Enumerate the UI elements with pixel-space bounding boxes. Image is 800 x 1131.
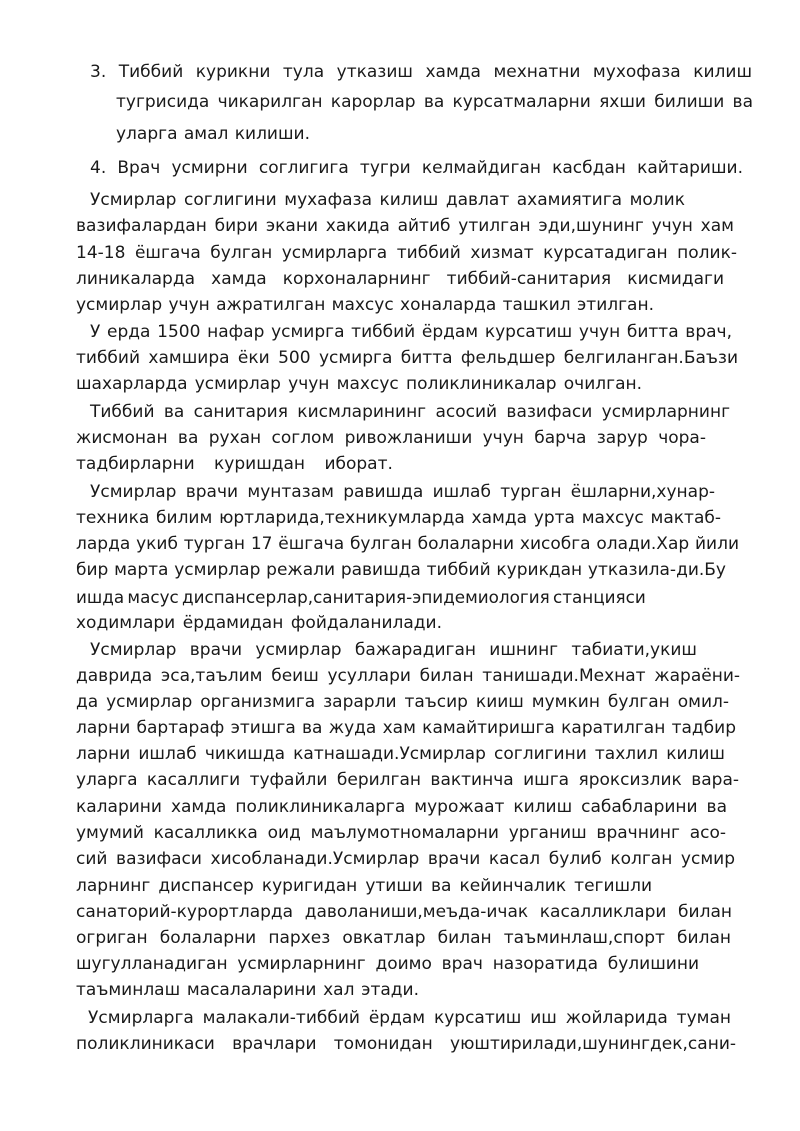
text-line: санаторий-курортларда даволаниши,меъда-ичак касалликлари билан xyxy=(76,902,732,922)
text-line: Усмирларга малакали-тиббий ёрдам курсатиш иш жойларида туман xyxy=(88,1008,731,1028)
text-line: ларда укиб турган 17 ёшгача булган болаларни хисобга олади.Хар йили xyxy=(76,534,739,554)
text-line: 14-18 ёшгача булган усмирларга тиббий хизмат курсатадиган полик- xyxy=(76,243,737,263)
text-line: ларни ишлаб чикишда катнашади.Усмирлар соглигини тахлил килиш xyxy=(76,744,725,764)
text-line: поликлиникаси врачлари томонидан уюштирилади,шунингдек,сани- xyxy=(76,1034,736,1054)
text-line: тадбирларни куришдан иборат. xyxy=(76,454,393,474)
text-line: сий вазифаси хисобланади.Усмирлар врачи касал булиб колган усмир xyxy=(76,849,735,869)
text-line: вазифалардан бири экани хакида айтиб утилган эди,шунинг учун хам xyxy=(76,216,734,236)
text-line: ишда масус диспансерлар,санитария-эпидемиология станцияси xyxy=(76,587,646,607)
text-line: ходимлари ёрдамидан фойдаланилади. xyxy=(76,613,442,633)
text-line: даврида эса,таълим беиш усуллари билан танишади.Мехнат жараёни- xyxy=(76,666,740,686)
text-line: умумий касалликка оид маълумотномаларни урганиш врачнинг асо- xyxy=(76,823,726,843)
text-line: ларни бартараф этишга ва жуда хам камайтиришга каратилган тадбир xyxy=(76,718,736,738)
text-line: жисмонан ва рухан соглом ривожланиши учун барча зарур чора- xyxy=(76,428,706,448)
text-line: 4. Врач усмирни соглигига тугри келмайдиган касбдан кайтариши. xyxy=(90,158,743,178)
text-line: Усмирлар врачи мунтазам равишда ишлаб турган ёшларни,хунар- xyxy=(90,482,715,502)
text-line: каларини хамда поликлиникаларга мурожаат килиш сабабларини ва xyxy=(76,797,727,817)
text-line: тиббий хамшира ёки 500 усмирга битта фельдшер белгиланган.Баъзи xyxy=(76,348,738,368)
text-line: шугулланадиган усмирларнинг доимо врач назоратида булишини xyxy=(76,954,699,974)
text-line: таъминлаш масалаларини хал этади. xyxy=(76,980,419,1000)
text-line: техника билим юртларида,техникумларда хамда урта махсус мактаб- xyxy=(76,508,721,528)
text-line: 3. Тиббий курикни тула утказиш хамда мехнатни мухофаза килиш xyxy=(90,62,752,82)
text-line: бир марта усмирлар режали равишда тиббий курикдан утказила-ди.Бу xyxy=(76,560,726,580)
text-line: уларга касаллиги туфайли берилган вактинча ишга яроксизлик вара- xyxy=(76,770,739,790)
text-line: У ерда 1500 нафар усмирга тиббий ёрдам курсатиш учун битта врач, xyxy=(90,322,732,342)
text-line: да усмирлар организмига зарарли таъсир кииш мумкин булган омил- xyxy=(76,692,729,712)
text-line: Тиббий ва санитария кисмларининг асосий вазифаси усмирларнинг xyxy=(90,402,730,422)
text-line: Усмирлар соглигини мухафаза килиш давлат ахамиятига молик xyxy=(90,190,685,210)
text-line: линикаларда хамда корхоналарнинг тиббий-санитария кисмидаги xyxy=(76,269,724,289)
text-line: тугрисида чикарилган карорлар ва курсатмаларни яхши билиши ва xyxy=(116,92,753,112)
text-line: шахарларда усмирлар учун махсус поликлиникалар очилган. xyxy=(76,374,642,394)
text-line: усмирлар учун ажратилган махсус хоналарда ташкил этилган. xyxy=(76,295,654,315)
text-line: ларнинг диспансер куригидан утиши ва кейинчалик тегишли xyxy=(76,876,652,896)
text-line: Усмирлар врачи усмирлар бажарадиган ишнинг табиати,укиш xyxy=(90,640,697,660)
text-line: огриган болаларни пархез овкатлар билан таъминлаш,спорт билан xyxy=(76,928,731,948)
text-line: уларга амал килиши. xyxy=(116,124,310,144)
